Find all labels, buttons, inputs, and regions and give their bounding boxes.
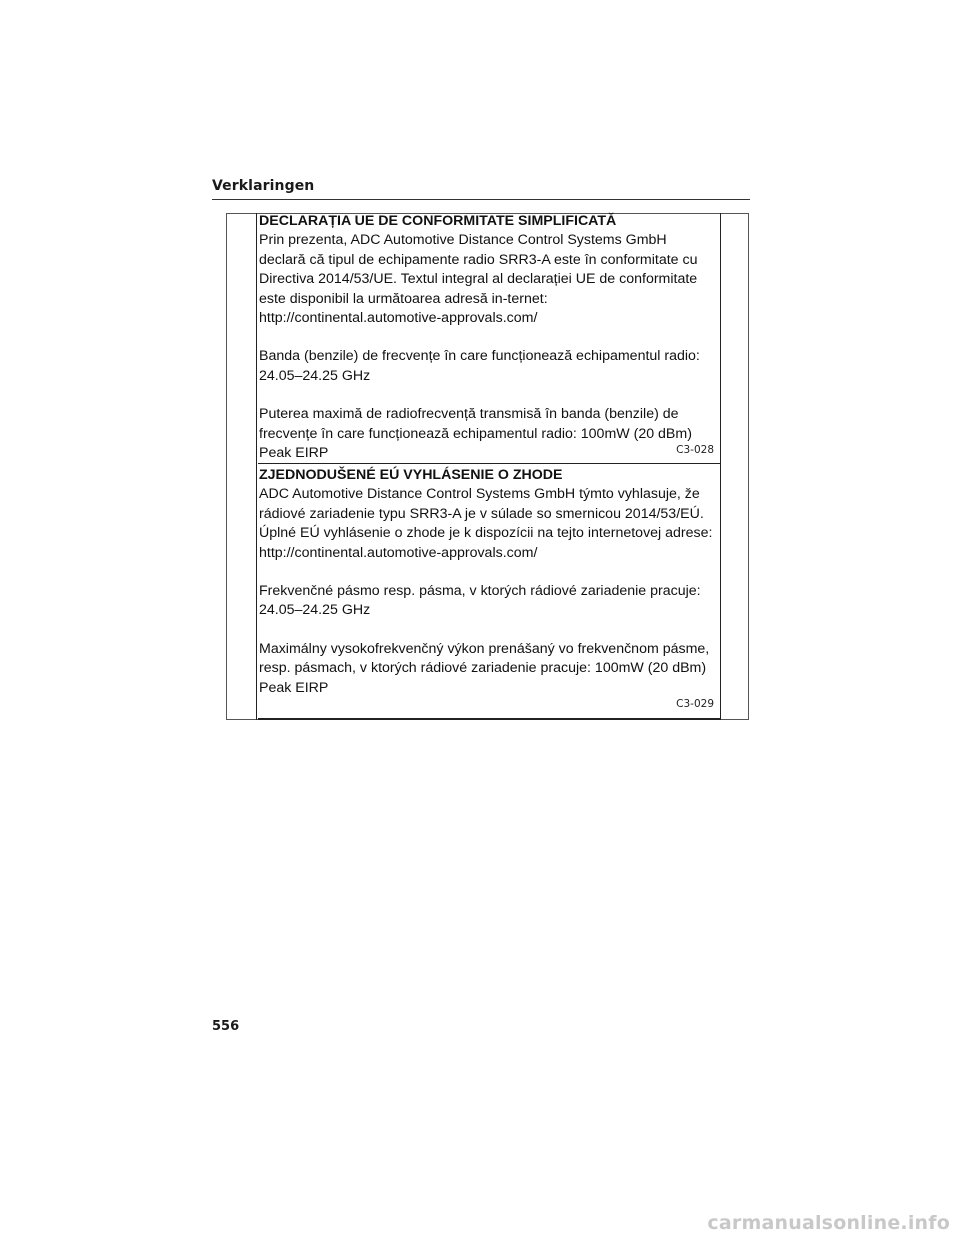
declaration-paragraph: Maximálny vysokofrekvenčný výkon prenášaný vo frekvenčnom pásme, resp. pásmach, v ktorých rádiové zariadenie pracuje: 100mW (20 dBm) Peak EIRP — [259, 640, 710, 696]
declaration-paragraph: Puterea maximă de radiofrecvență transmisă în banda (benzile) de frecvențe în care funcționează echipamentul radio: 100mW (20 dBm) Peak EIRP — [259, 406, 692, 462]
declaration-code: C3-029 — [676, 697, 714, 710]
declaration-slovak — [258, 466, 720, 720]
declaration-romanian — [258, 212, 720, 464]
declaration-title: DECLARAȚIA UE DE CONFORMITATE SIMPLIFICATĂ — [259, 213, 617, 229]
section-title-rule — [212, 199, 750, 200]
watermark: carmanualsonline.info — [707, 1212, 950, 1234]
declaration-paragraph: Frekvenčné pásmo resp. pásma, v ktorých rádiové zariadenie pracuje: 24.05–24.25 GHz — [259, 583, 701, 619]
declaration-paragraph: Banda (benzile) de frecvențe în care funcționează echipamentul radio: 24.05–24.25 GHz — [259, 348, 700, 384]
declaration-paragraph: Prin prezenta, ADC Automotive Distance Control Systems GmbH declară că tipul de echipamente radio SRR3-A este în conformitate cu Directiva 2014/53/UE. Textul integral al declarației UE de conformitate este disponibil la următoarea adresă in-ternet: http://continental.automotive-approvals.com/ — [259, 232, 698, 327]
declaration-paragraph: ADC Automotive Distance Control Systems GmbH týmto vyhlasuje, že rádiové zariadenie typu SRR3-A je v súlade so smernicou 2014/53/EÚ. Úplné EÚ vyhlásenie o zhode je k dispozícii na tejto internetovej adrese: http://continental.automotive-approvals.com/ — [259, 486, 713, 561]
declaration-code: C3-028 — [676, 443, 714, 456]
page-number: 556 — [212, 1019, 240, 1034]
declaration-title: ZJEDNODUŠENÉ EÚ VYHLÁSENIE O ZHODE — [259, 467, 563, 483]
section-title: Verklaringen — [212, 178, 315, 194]
